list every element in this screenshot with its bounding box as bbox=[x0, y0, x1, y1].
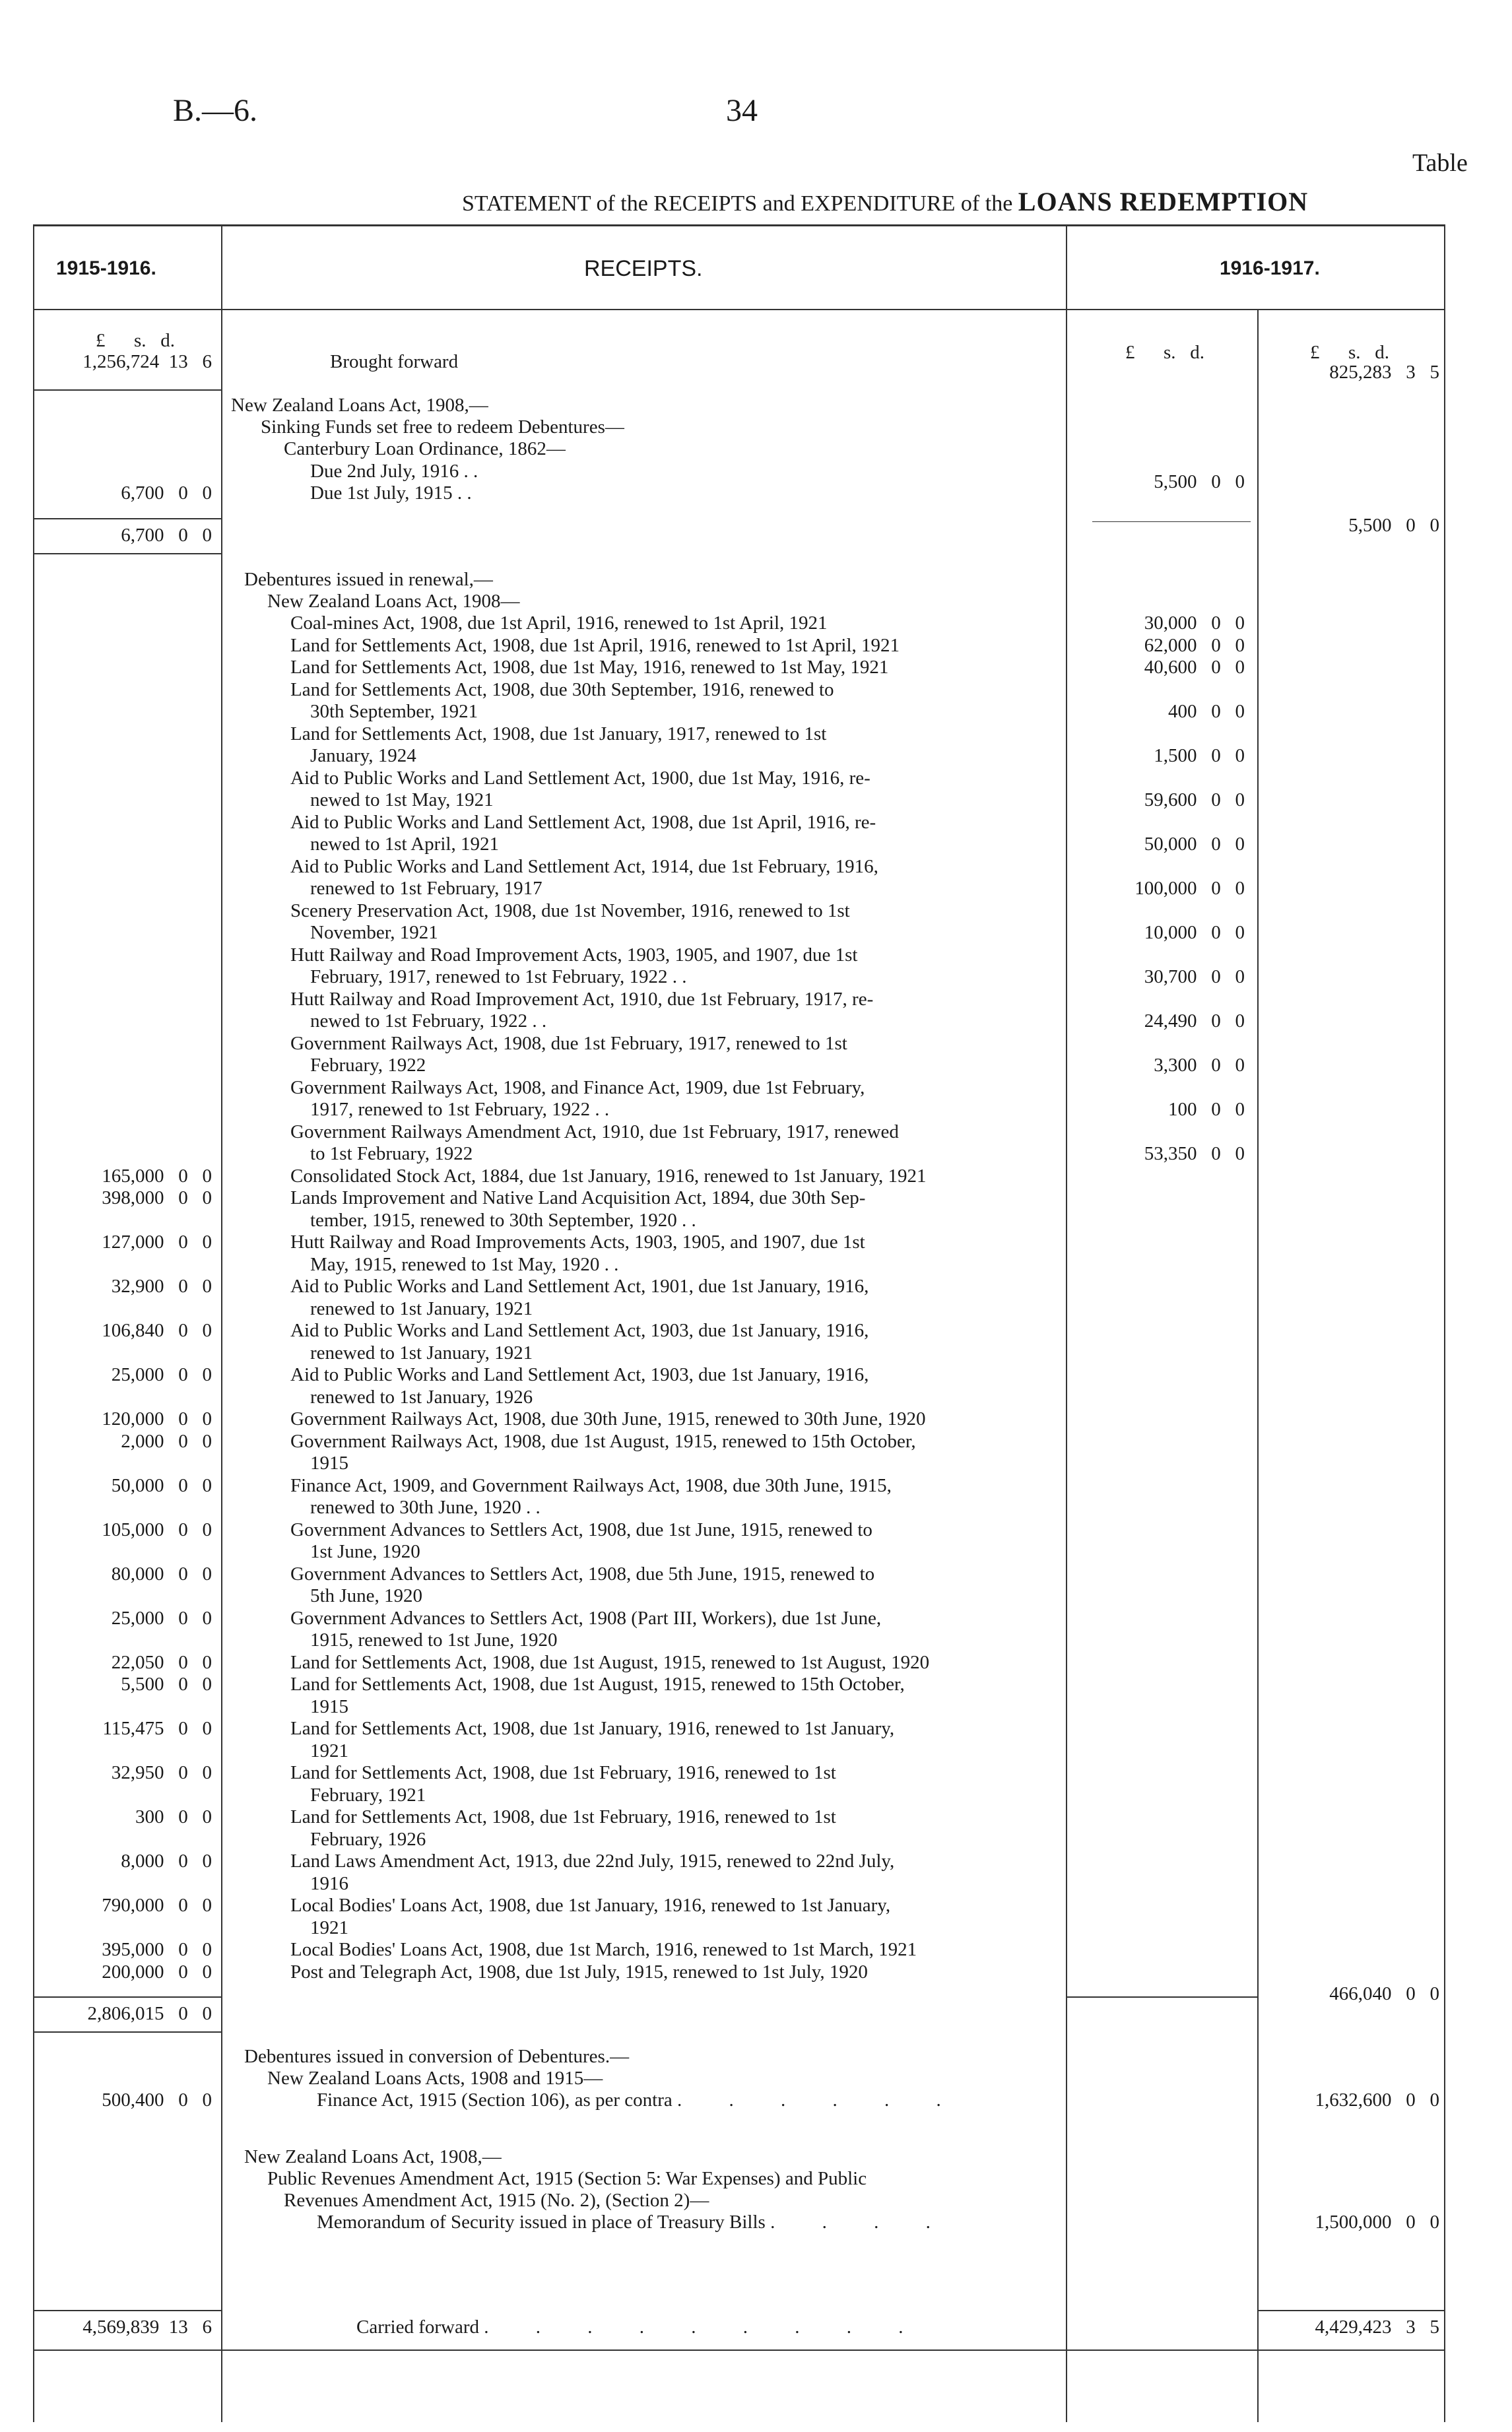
document-reference: B.—6. bbox=[173, 93, 258, 128]
renewal-item-line-1: Hutt Railway and Road Improvement Act, 1910, due 1st February, 1917, re- bbox=[290, 988, 874, 1010]
section3-total: 1,632,600 0 0 bbox=[1315, 2089, 1439, 2111]
renewal-item-line-1: Government Advances to Settlers Act, 1908 (Part III, Workers), due 1st June, bbox=[290, 1607, 882, 1629]
carried-forward-total: 4,429,423 3 5 bbox=[1315, 2317, 1439, 2338]
section1-sub: Sinking Funds set free to redeem Debentures— bbox=[261, 416, 624, 438]
renewal-item-line-2: newed to 1st May, 1921 bbox=[310, 789, 494, 810]
renewal-item-prev-amount: 8,000 0 0 bbox=[121, 1851, 212, 1872]
renewal-item-line-2: renewed to 1st February, 1917 bbox=[310, 878, 542, 899]
table-bottom-rule bbox=[33, 2350, 1445, 2351]
renewal-item-prev-amount: 120,000 0 0 bbox=[102, 1408, 212, 1430]
page-number: 34 bbox=[726, 93, 758, 128]
renewal-item-cur-amount: 59,600 0 0 bbox=[1144, 789, 1245, 810]
renewal-item-line-1: Land for Settlements Act, 1908, due 1st February, 1916, renewed to 1st bbox=[290, 1762, 836, 1783]
renewal-item-line-1: Land Laws Amendment Act, 1913, due 22nd July, 1915, renewed to 22nd July, bbox=[290, 1851, 895, 1872]
renewal-item-line-1: Lands Improvement and Native Land Acquisition Act, 1894, due 30th Sep- bbox=[290, 1187, 866, 1208]
renewal-item-line-2: tember, 1915, renewed to 30th September, 1920 . . bbox=[310, 1209, 696, 1231]
renewal-item-line-1: Land for Settlements Act, 1908, due 1st August, 1915, renewed to 1st August, 1920 bbox=[290, 1651, 930, 1673]
section1-bottom-rule bbox=[34, 553, 221, 554]
renewal-item-prev-amount: 5,500 0 0 bbox=[121, 1674, 212, 1695]
renewal-item-line-1: Land for Settlements Act, 1908, due 1st January, 1917, renewed to 1st bbox=[290, 723, 827, 744]
renewal-item-line-2: January, 1924 bbox=[310, 745, 416, 766]
renewal-item-line-1: Aid to Public Works and Land Settlement Act, 1908, due 1st April, 1916, re- bbox=[290, 811, 876, 833]
statement-title bbox=[462, 186, 1308, 217]
section1-item-1-cur: 5,500 0 0 bbox=[1154, 471, 1245, 492]
currency-heading-left: £ s. d. bbox=[96, 330, 176, 351]
renewal-item-line-1: Aid to Public Works and Land Settlement Act, 1914, due 1st February, 1916, bbox=[290, 855, 878, 877]
renewal-item-line-2: newed to 1st February, 1922 . . bbox=[310, 1010, 547, 1032]
renewal-item-line-1: Aid to Public Works and Land Settlement Act, 1901, due 1st January, 1916, bbox=[290, 1276, 869, 1297]
renewal-item-prev-amount: 200,000 0 0 bbox=[102, 1961, 212, 1983]
renewal-item-line-2: 1915 bbox=[310, 1695, 348, 1717]
section3-prev: 500,400 0 0 bbox=[102, 2089, 212, 2111]
table-top-rule bbox=[33, 224, 1445, 226]
title-main: LOANS REDEMPTION bbox=[1018, 187, 1309, 216]
renewal-item-prev-amount: 32,900 0 0 bbox=[111, 1276, 212, 1297]
col-divider-left bbox=[221, 224, 222, 2422]
renewal-item-line-2: May, 1915, renewed to 1st May, 1920 . . bbox=[310, 1253, 619, 1275]
renewal-item-line-1: Post and Telegraph Act, 1908, due 1st July, 1915, renewed to 1st July, 1920 bbox=[290, 1961, 868, 1983]
renewal-item-line-2: renewed to 1st January, 1921 bbox=[310, 1298, 533, 1319]
renewal-item-prev-amount: 395,000 0 0 bbox=[102, 1939, 212, 1960]
carried-forward-top-rule-right bbox=[1259, 2310, 1444, 2311]
renewal-item-prev-amount: 2,000 0 0 bbox=[121, 1430, 212, 1452]
renewal-item-prev-amount: 32,950 0 0 bbox=[111, 1762, 212, 1783]
section1-heading: New Zealand Loans Act, 1908,— bbox=[231, 395, 488, 416]
renewal-item-cur-amount: 400 0 0 bbox=[1168, 701, 1245, 722]
renewal-item-prev-amount: 115,475 0 0 bbox=[102, 1718, 212, 1739]
section3-item: Finance Act, 1915 (Section 106), as per contra . . . . . . bbox=[317, 2089, 962, 2111]
renewal-item-line-1: Land for Settlements Act, 1908, due 1st May, 1916, renewed to 1st May, 1921 bbox=[290, 657, 889, 678]
section2-subtotal-prev: 2,806,015 0 0 bbox=[87, 2003, 212, 2024]
brought-forward-total: 825,283 3 5 bbox=[1329, 362, 1439, 383]
renewal-item-line-1: Land for Settlements Act, 1908, due 30th September, 1916, renewed to bbox=[290, 678, 834, 700]
renewal-item-prev-amount: 398,000 0 0 bbox=[102, 1187, 212, 1208]
renewal-item-line-1: Consolidated Stock Act, 1884, due 1st January, 1916, renewed to 1st January, 1921 bbox=[290, 1165, 927, 1187]
renewal-item-line-2: February, 1922 bbox=[310, 1055, 426, 1076]
renewal-item-line-2: renewed to 30th June, 1920 . . bbox=[310, 1497, 541, 1518]
renewal-item-line-1: Land for Settlements Act, 1908, due 1st January, 1916, renewed to 1st January, bbox=[290, 1718, 895, 1739]
title-prefix: STATEMENT of the RECEIPTS and EXPENDITURE of the bbox=[462, 191, 1013, 216]
renewal-item-prev-amount: 165,000 0 0 bbox=[102, 1165, 212, 1187]
section3-sub: New Zealand Loans Acts, 1908 and 1915— bbox=[267, 2068, 603, 2089]
renewal-item-line-1: Aid to Public Works and Land Settlement Act, 1903, due 1st January, 1916, bbox=[290, 1364, 869, 1385]
column-heading-1915-1916: 1915-1916. bbox=[56, 257, 156, 279]
renewal-item-line-1: Hutt Railway and Road Improvements Acts, 1903, 1905, and 1907, due 1st bbox=[290, 1232, 865, 1253]
renewal-item-prev-amount: 25,000 0 0 bbox=[111, 1364, 212, 1385]
section1-top-rule bbox=[34, 389, 221, 391]
renewal-item-line-2: renewed to 1st January, 1926 bbox=[310, 1386, 533, 1408]
section2-subtotal-cur: 466,040 0 0 bbox=[1329, 1983, 1439, 2004]
section1-subsub: Canterbury Loan Ordinance, 1862— bbox=[284, 438, 566, 459]
section4-line-2: Revenues Amendment Act, 1915 (No. 2), (Section 2)— bbox=[284, 2190, 709, 2211]
renewal-item-line-2: 1921 bbox=[310, 1740, 348, 1761]
section1-item-2: Due 1st July, 1915 . . bbox=[310, 482, 472, 504]
section2-heading: Debentures issued in renewal,— bbox=[244, 569, 493, 590]
renewal-item-line-1: Finance Act, 1909, and Government Railways Act, 1908, due 30th June, 1915, bbox=[290, 1474, 892, 1496]
renewal-item-line-2: 5th June, 1920 bbox=[310, 1585, 422, 1606]
renewal-item-line-2: 1915 bbox=[310, 1453, 348, 1474]
renewal-item-line-2: 1921 bbox=[310, 1917, 348, 1938]
section4-total: 1,500,000 0 0 bbox=[1315, 2212, 1439, 2233]
table-label: Table bbox=[1412, 149, 1468, 177]
renewal-item-cur-amount: 24,490 0 0 bbox=[1144, 1010, 1245, 1032]
renewal-item-line-2: February, 1926 bbox=[310, 1828, 426, 1850]
renewal-item-cur-amount: 100,000 0 0 bbox=[1134, 878, 1245, 899]
renewal-item-line-1: Local Bodies' Loans Act, 1908, due 1st January, 1916, renewed to 1st January, bbox=[290, 1895, 891, 1916]
renewal-item-line-1: Hutt Railway and Road Improvement Acts, 1903, 1905, and 1907, due 1st bbox=[290, 944, 858, 966]
renewal-item-line-1: Government Railways Amendment Act, 1910, due 1st February, 1917, renewed bbox=[290, 1121, 899, 1142]
right-frame bbox=[1444, 224, 1445, 2422]
section1-item-1: Due 2nd July, 1916 . . bbox=[310, 461, 478, 482]
carried-forward-label: Carried forward . . . . . . . . . bbox=[356, 2317, 925, 2338]
renewal-item-cur-amount: 100 0 0 bbox=[1168, 1099, 1245, 1120]
renewal-item-prev-amount: 50,000 0 0 bbox=[111, 1474, 212, 1496]
section1-prev-rule bbox=[34, 518, 221, 519]
renewal-item-line-1: Government Railways Act, 1908, due 1st February, 1917, renewed to 1st bbox=[290, 1032, 847, 1054]
renewal-item-line-2: February, 1921 bbox=[310, 1784, 426, 1806]
renewal-item-cur-amount: 30,700 0 0 bbox=[1144, 966, 1245, 987]
column-heading-receipts: RECEIPTS. bbox=[584, 256, 703, 281]
renewal-item-prev-amount: 25,000 0 0 bbox=[111, 1607, 212, 1629]
header-bottom-rule bbox=[33, 309, 1445, 310]
brought-forward-label: Brought forward bbox=[330, 351, 459, 372]
renewal-item-line-2: 30th September, 1921 bbox=[310, 701, 478, 722]
section1-subtotal-cur: 5,500 0 0 bbox=[1348, 515, 1439, 536]
renewal-item-line-1: Land for Settlements Act, 1908, due 1st February, 1916, renewed to 1st bbox=[290, 1806, 836, 1827]
carried-forward-prev: 4,569,839 13 6 bbox=[82, 2317, 212, 2338]
renewal-item-line-2: to 1st February, 1922 bbox=[310, 1143, 473, 1164]
renewal-item-line-2: renewed to 1st January, 1921 bbox=[310, 1342, 533, 1364]
renewal-item-line-1: Government Advances to Settlers Act, 1908, due 1st June, 1915, renewed to bbox=[290, 1519, 872, 1540]
renewal-item-cur-amount: 30,000 0 0 bbox=[1144, 612, 1245, 634]
renewal-item-cur-amount: 10,000 0 0 bbox=[1144, 922, 1245, 943]
renewal-item-cur-amount: 62,000 0 0 bbox=[1144, 634, 1245, 656]
renewal-item-line-2: newed to 1st April, 1921 bbox=[310, 834, 499, 855]
carried-forward-top-rule bbox=[34, 2310, 221, 2311]
section2-cur-rule bbox=[1067, 1996, 1257, 1998]
brought-forward-prev: 1,256,724 13 6 bbox=[82, 351, 212, 372]
renewal-item-line-2: February, 1917, renewed to 1st February, 1922 . . bbox=[310, 966, 687, 987]
renewal-item-cur-amount: 1,500 0 0 bbox=[1154, 745, 1245, 766]
renewal-item-line-1: Aid to Public Works and Land Settlement Act, 1900, due 1st May, 1916, re- bbox=[290, 767, 871, 789]
renewal-item-prev-amount: 300 0 0 bbox=[135, 1806, 212, 1827]
renewal-item-line-1: Government Railways Act, 1908, due 1st August, 1915, renewed to 15th October, bbox=[290, 1430, 916, 1452]
renewal-item-cur-amount: 40,600 0 0 bbox=[1144, 657, 1245, 678]
renewal-item-line-1: Land for Settlements Act, 1908, due 1st April, 1916, renewed to 1st April, 1921 bbox=[290, 634, 900, 656]
renewal-item-prev-amount: 127,000 0 0 bbox=[102, 1232, 212, 1253]
section1-subtotal-prev: 6,700 0 0 bbox=[121, 525, 212, 546]
currency-heading-right: £ s. d. bbox=[1310, 342, 1390, 363]
renewal-item-prev-amount: 22,050 0 0 bbox=[111, 1651, 212, 1673]
renewal-item-line-1: Scenery Preservation Act, 1908, due 1st November, 1916, renewed to 1st bbox=[290, 900, 850, 921]
renewal-item-line-1: Local Bodies' Loans Act, 1908, due 1st March, 1916, renewed to 1st March, 1921 bbox=[290, 1939, 917, 1960]
section4-heading: New Zealand Loans Act, 1908,— bbox=[244, 2146, 502, 2167]
column-heading-1916-1917: 1916-1917. bbox=[1220, 257, 1320, 279]
renewal-item-prev-amount: 80,000 0 0 bbox=[111, 1563, 212, 1585]
section4-line-1: Public Revenues Amendment Act, 1915 (Section 5: War Expenses) and Public bbox=[267, 2168, 867, 2189]
renewal-item-prev-amount: 106,840 0 0 bbox=[102, 1320, 212, 1341]
renewal-item-line-1: Coal-mines Act, 1908, due 1st April, 1916, renewed to 1st April, 1921 bbox=[290, 612, 828, 634]
currency-heading-mid: £ s. d. bbox=[1125, 342, 1205, 363]
section3-heading: Debentures issued in conversion of Debentures.— bbox=[244, 2046, 630, 2067]
col-divider-right bbox=[1257, 310, 1259, 2422]
section1-mid-rule bbox=[1092, 521, 1251, 522]
renewal-item-line-1: Land for Settlements Act, 1908, due 1st August, 1915, renewed to 15th October, bbox=[290, 1674, 905, 1695]
renewal-item-prev-amount: 790,000 0 0 bbox=[102, 1895, 212, 1916]
col-divider-mid bbox=[1066, 224, 1067, 2422]
section2-bottom-rule bbox=[34, 2031, 221, 2033]
renewal-item-cur-amount: 50,000 0 0 bbox=[1144, 834, 1245, 855]
renewal-item-line-2: 1917, renewed to 1st February, 1922 . . bbox=[310, 1099, 610, 1120]
section2-prev-rule bbox=[34, 1996, 221, 1998]
renewal-item-line-2: 1915, renewed to 1st June, 1920 bbox=[310, 1629, 558, 1651]
renewal-item-cur-amount: 3,300 0 0 bbox=[1154, 1055, 1245, 1076]
renewal-item-line-2: 1916 bbox=[310, 1872, 348, 1894]
renewal-item-line-2: 1st June, 1920 bbox=[310, 1541, 420, 1562]
section4-line-3: Memorandum of Security issued in place of Treasury Bills . . . . bbox=[317, 2212, 952, 2233]
section2-sub: New Zealand Loans Act, 1908— bbox=[267, 591, 520, 612]
renewal-item-line-1: Aid to Public Works and Land Settlement Act, 1903, due 1st January, 1916, bbox=[290, 1320, 869, 1341]
renewal-item-line-1: Government Railways Act, 1908, due 30th June, 1915, renewed to 30th June, 1920 bbox=[290, 1408, 926, 1430]
renewal-item-line-1: Government Advances to Settlers Act, 1908, due 5th June, 1915, renewed to bbox=[290, 1563, 875, 1585]
renewal-item-cur-amount: 53,350 0 0 bbox=[1144, 1143, 1245, 1164]
renewal-item-line-2: November, 1921 bbox=[310, 922, 438, 943]
section1-item-2-prev: 6,700 0 0 bbox=[121, 482, 212, 504]
renewal-item-prev-amount: 105,000 0 0 bbox=[102, 1519, 212, 1540]
renewal-item-line-1: Government Railways Act, 1908, and Finance Act, 1909, due 1st February, bbox=[290, 1076, 865, 1098]
